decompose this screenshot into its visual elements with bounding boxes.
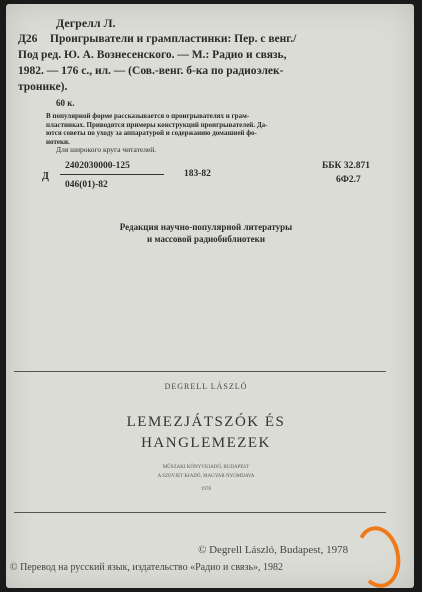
copyright-translation: © Перевод на русский язык, издательство «Радио и связь», 1982 bbox=[10, 562, 284, 573]
catalog-audience: Для широкого круга читателей. bbox=[56, 145, 157, 154]
code-letter: Д bbox=[42, 171, 49, 182]
original-title-1: LEMEZJÁTSZÓK ÉS bbox=[126, 414, 286, 430]
bbk-code: ББК 32.871 bbox=[322, 161, 370, 171]
catalog-abstract-3: ются советы по уходу за аппаратурой и содержанию домашней фо- bbox=[46, 129, 257, 137]
code-fraction-bar bbox=[60, 174, 164, 175]
editorial-line-2: и массовой радиобиблиотеки bbox=[146, 234, 266, 244]
top-rule bbox=[14, 371, 386, 372]
catalog-line-1: Проигрыватели и грампластинки: Пер. с венг./ bbox=[50, 33, 297, 45]
catalog-abstract-1: В популярной форме рассказывается о проигрывателях и грам- bbox=[46, 112, 250, 120]
book-page bbox=[6, 4, 414, 588]
udk-code: 6Ф2.7 bbox=[336, 175, 361, 185]
original-author: DEGRELL LÁSZLÓ bbox=[164, 382, 248, 391]
catalog-author: Дегрелл Л. bbox=[56, 16, 116, 30]
copyright-original: © Degrell László, Budapest, 1978 bbox=[198, 544, 349, 556]
catalog-abstract-2: пластинках. Приводятся примеры конструкций проигрывателей. Да- bbox=[46, 120, 268, 129]
catalog-price: 60 к. bbox=[56, 98, 75, 108]
annotation-arc bbox=[351, 523, 405, 592]
original-publisher-1: MŰSZAKI KÖNYVKIADÓ, BUDAPEST bbox=[162, 465, 250, 470]
catalog-line-4: тронике). bbox=[18, 81, 68, 93]
code-right: 183-82 bbox=[184, 169, 211, 179]
code-numerator: 2402030000-125 bbox=[65, 161, 130, 171]
catalog-abstract-4: нотеки. bbox=[46, 137, 70, 146]
original-title-2: HANGLEMEZEK bbox=[141, 435, 271, 451]
catalog-line-2: Под ред. Ю. А. Вознесенского. — М.: Радио и связь, bbox=[18, 49, 287, 61]
catalog-index: Д26 bbox=[18, 33, 38, 45]
editorial-line-1: Редакция научно-популярной литературы bbox=[119, 222, 293, 232]
original-year: 1978 bbox=[201, 487, 211, 492]
original-publisher-2: A SZOVJET KIADÓ, MAGYAR NYOMDAVA bbox=[157, 474, 255, 479]
code-denominator: 046(01)-82 bbox=[65, 180, 108, 190]
bottom-rule bbox=[14, 512, 386, 513]
catalog-line-3: 1982. — 176 с., ил. — (Сов.-венг. б-ка по радиоэлек- bbox=[18, 65, 284, 77]
